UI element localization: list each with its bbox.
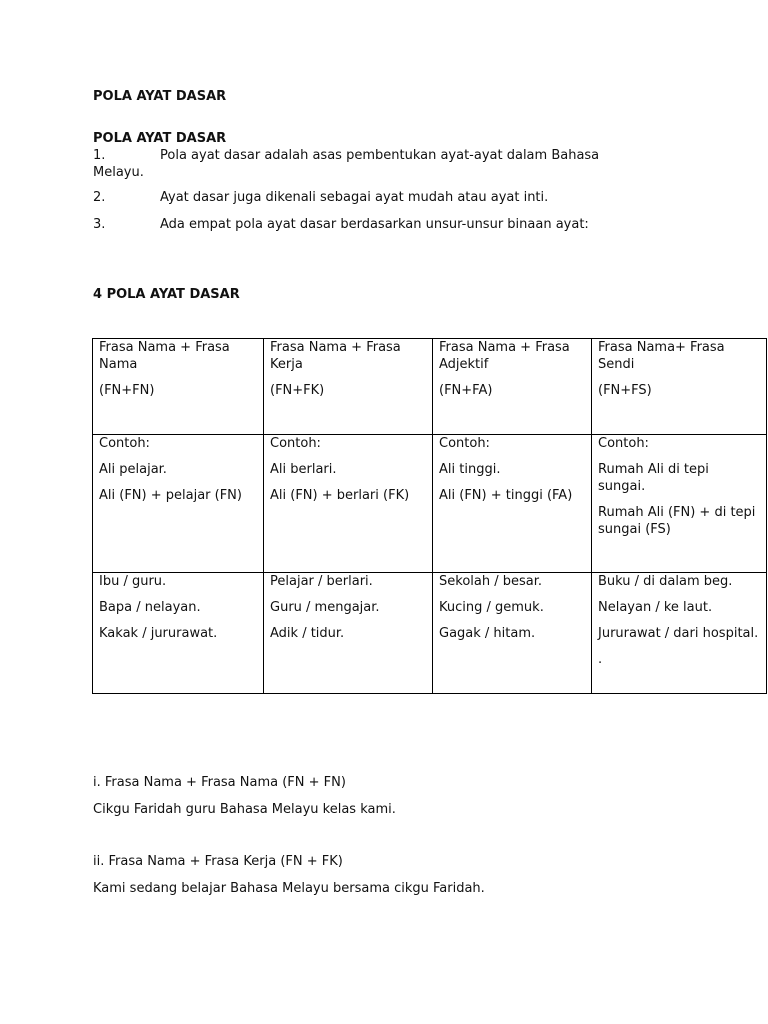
header-cell [433, 339, 592, 435]
table-example-row [93, 435, 767, 573]
more-example: Ibu / guru. [99, 574, 167, 589]
header-cell [93, 339, 264, 435]
more-example: Kakak / jururawat. [99, 626, 218, 641]
example-label: Contoh: [270, 436, 321, 451]
example-analysis: Ali (FN) + pelajar (FN) [99, 488, 242, 503]
section-title: POLA AYAT DASAR [93, 131, 227, 146]
example-sentence: Rumah Ali di tepi sungai. [598, 462, 709, 494]
table-header-row [93, 339, 767, 435]
more-example: Kucing / gemuk. [439, 600, 544, 615]
more-example: Bapa / nelayan. [99, 600, 201, 615]
more-example: Buku / di dalam beg. [598, 574, 733, 589]
example-cell [264, 435, 433, 573]
example-heading-1: i. Frasa Nama + Frasa Nama (FN + FN) [93, 775, 346, 790]
more-example: Nelayan / ke laut. [598, 600, 713, 615]
example-label: Contoh: [99, 436, 150, 451]
list-text: Pola ayat dasar adalah asas pembentukan ayat-ayat dalam Bahasa Melayu. [93, 148, 600, 180]
list-text: Ada empat pola ayat dasar berdasarkan unsur-unsur binaan ayat: [160, 217, 589, 232]
example-sentence: Ali tinggi. [439, 462, 501, 477]
example-analysis: Ali (FN) + tinggi (FA) [439, 488, 573, 503]
more-example: Gagak / hitam. [439, 626, 536, 641]
more-examples-cell [592, 573, 767, 694]
example-analysis: Ali (FN) + berlari (FK) [270, 488, 410, 503]
pola-table [92, 338, 767, 694]
list-text: Ayat dasar juga dikenali sebagai ayat mudah atau ayat inti. [160, 190, 549, 205]
list-number: 3. [93, 217, 106, 232]
example-analysis: Rumah Ali (FN) + di tepi sungai (FS) [598, 505, 756, 537]
pattern-name: Frasa Nama + Frasa Nama [99, 340, 230, 372]
example-sentence-1: Cikgu Faridah guru Bahasa Melayu kelas kami. [93, 802, 396, 817]
more-examples-cell [433, 573, 592, 694]
more-examples-cell [93, 573, 264, 694]
example-sentence: Ali berlari. [270, 462, 337, 477]
more-example: . [598, 652, 603, 667]
more-example: Jururawat / dari hospital. [598, 626, 759, 641]
more-example: Pelajar / berlari. [270, 574, 373, 589]
header-cell [264, 339, 433, 435]
list-item-2 [93, 189, 653, 206]
example-sentence-2: Kami sedang belajar Bahasa Melayu bersama cikgu Faridah. [93, 881, 485, 896]
example-sentence: Ali pelajar. [99, 462, 167, 477]
pattern-abbr: (FN+FS) [598, 383, 652, 398]
pattern-name: Frasa Nama + Frasa Adjektif [439, 340, 570, 372]
more-example: Guru / mengajar. [270, 600, 380, 615]
more-examples-cell [264, 573, 433, 694]
table-more-examples-row [93, 573, 767, 694]
pattern-abbr: (FN+FK) [270, 383, 325, 398]
example-cell [433, 435, 592, 573]
document-title: POLA AYAT DASAR [93, 89, 227, 104]
more-example: Sekolah / besar. [439, 574, 543, 589]
pattern-name: Frasa Nama+ Frasa Sendi [598, 340, 725, 372]
example-label: Contoh: [598, 436, 649, 451]
header-cell [592, 339, 767, 435]
example-heading-2: ii. Frasa Nama + Frasa Kerja (FN + FK) [93, 854, 343, 869]
list-number: 2. [93, 190, 106, 205]
example-cell [93, 435, 264, 573]
example-label: Contoh: [439, 436, 490, 451]
list-item-3 [93, 216, 653, 233]
list-number: 1. [93, 148, 106, 163]
table-title: 4 POLA AYAT DASAR [93, 287, 240, 302]
list-item-1 [93, 147, 653, 181]
pattern-abbr: (FN+FA) [439, 383, 493, 398]
example-cell [592, 435, 767, 573]
more-example: Adik / tidur. [270, 626, 345, 641]
pattern-abbr: (FN+FN) [99, 383, 155, 398]
pattern-name: Frasa Nama + Frasa Kerja [270, 340, 401, 372]
